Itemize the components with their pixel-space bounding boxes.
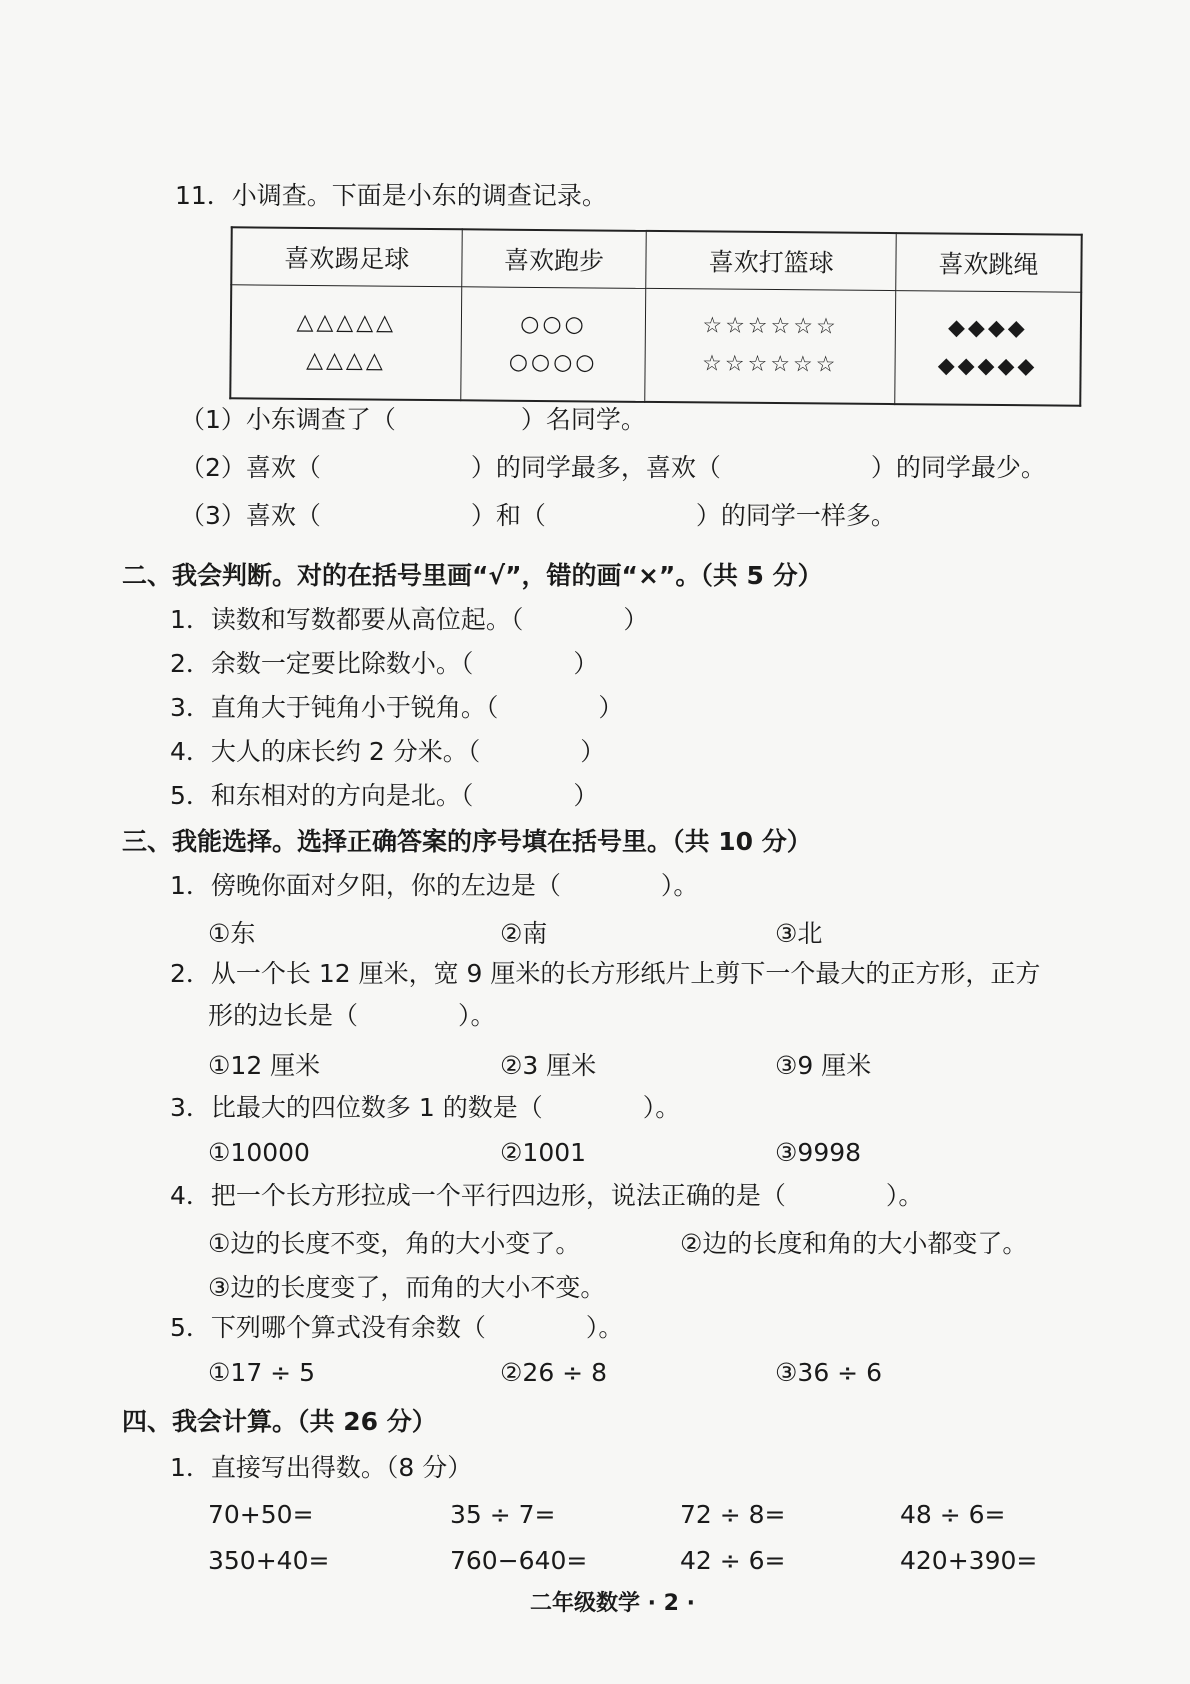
judge-item-1: 1．读数和写数都要从高位起。（ ）: [170, 605, 649, 634]
header-jumprope: 喜欢跳绳: [896, 233, 1082, 292]
calc-r2-c2: 760−640=: [450, 1546, 588, 1575]
choice-q5-opt3: ③36 ÷ 6: [775, 1358, 882, 1387]
judge-item-3: 3．直角大于钝角小于锐角。（ ）: [170, 693, 624, 722]
page-footer: 二年级数学 · 2 ·: [530, 1591, 696, 1616]
q11-sub3: （3）喜欢（ ）和（ ）的同学一样多。: [180, 501, 896, 530]
header-running: 喜欢跑步: [462, 229, 647, 288]
section-3-title: 三、我能选择。选择正确答案的序号填在括号里。（共 10 分）: [122, 827, 812, 856]
calc-r2-c1: 350+40=: [208, 1546, 330, 1575]
q11-title: 11．小调查。下面是小东的调查记录。: [175, 181, 607, 210]
choice-q1-opt2: ②南: [500, 919, 548, 948]
choice-q1-opt1: ①东: [208, 919, 256, 948]
q11-sub1: （1）小东调查了（ ）名同学。: [180, 405, 646, 434]
choice-q1-stem: 1．傍晚你面对夕阳，你的左边是（ ）。: [170, 871, 699, 900]
section-2-title: 二、我会判断。对的在括号里画“√”，错的画“×”。（共 5 分）: [122, 561, 823, 590]
circles-row-2: ○○○○: [508, 349, 598, 376]
choice-q3-opt3: ③9998: [775, 1138, 862, 1167]
calc-r1-c2: 35 ÷ 7=: [450, 1500, 556, 1529]
choice-q5-opt2: ②26 ÷ 8: [500, 1358, 607, 1387]
calc-sub1: 1．直接写出得数。（8 分）: [170, 1453, 473, 1482]
choice-q2-stem: 2．从一个长 12 厘米，宽 9 厘米的长方形纸片上剪下一个最大的正方形，正方: [170, 959, 1041, 988]
judge-item-2: 2．余数一定要比除数小。（ ）: [170, 649, 599, 678]
choice-q5-stem: 5．下列哪个算式没有余数（ ）。: [170, 1313, 624, 1342]
calc-r2-c4: 420+390=: [900, 1546, 1038, 1575]
cell-jumprope: [895, 291, 1081, 406]
choice-q3-opt2: ②1001: [500, 1138, 587, 1167]
stars-row-1: ☆☆☆☆☆☆: [702, 313, 839, 340]
choice-q2-opt3: ③9 厘米: [775, 1051, 872, 1080]
choice-q3-opt1: ①10000: [208, 1138, 310, 1167]
header-basketball: 喜欢打篮球: [646, 231, 896, 291]
calc-r1-c1: 70+50=: [208, 1500, 314, 1529]
choice-q4-stem: 4．把一个长方形拉成一个平行四边形，说法正确的是（ ）。: [170, 1181, 924, 1210]
choice-q1-opt3: ③北: [775, 919, 823, 948]
choice-q3-stem: 3．比最大的四位数多 1 的数是（ ）。: [170, 1093, 681, 1122]
choice-q2-opt1: ①12 厘米: [208, 1051, 321, 1080]
q11-sub2: （2）喜欢（ ）的同学最多，喜欢（ ）的同学最少。: [180, 453, 1046, 482]
cell-basketball: [645, 288, 896, 404]
circles-row-1: ○○○: [520, 311, 587, 338]
triangles-row-1: △△△△△: [296, 309, 397, 336]
choice-q4-opt2: ②边的长度和角的大小都变了。: [680, 1229, 1028, 1258]
diamonds-row-2: ◆◆◆◆◆: [937, 353, 1038, 380]
cell-football: [230, 285, 461, 401]
section-4-title: 四、我会计算。（共 26 分）: [122, 1407, 437, 1436]
header-football: 喜欢踢足球: [231, 227, 462, 287]
survey-table: [229, 226, 1082, 406]
triangles-row-2: △△△△: [306, 347, 386, 374]
judge-item-4: 4．大人的床长约 2 分米。（ ）: [170, 737, 606, 766]
choice-q5-opt1: ①17 ÷ 5: [208, 1358, 315, 1387]
cell-running: [461, 287, 647, 402]
calc-r2-c3: 42 ÷ 6=: [680, 1546, 786, 1575]
choice-q4-opt1: ①边的长度不变，角的大小变了。: [208, 1229, 581, 1258]
calc-r1-c4: 48 ÷ 6=: [900, 1500, 1006, 1529]
calc-r1-c3: 72 ÷ 8=: [680, 1500, 786, 1529]
stars-row-2: ☆☆☆☆☆☆: [701, 351, 839, 378]
judge-item-5: 5．和东相对的方向是北。（ ）: [170, 781, 599, 810]
choice-q2-opt2: ②3 厘米: [500, 1051, 597, 1080]
choice-q4-opt3: ③边的长度变了，而角的大小不变。: [208, 1273, 606, 1302]
choice-q2-stem-2: 形的边长是（ ）。: [208, 1001, 496, 1030]
diamonds-row-1: ◆◆◆◆: [947, 315, 1028, 342]
